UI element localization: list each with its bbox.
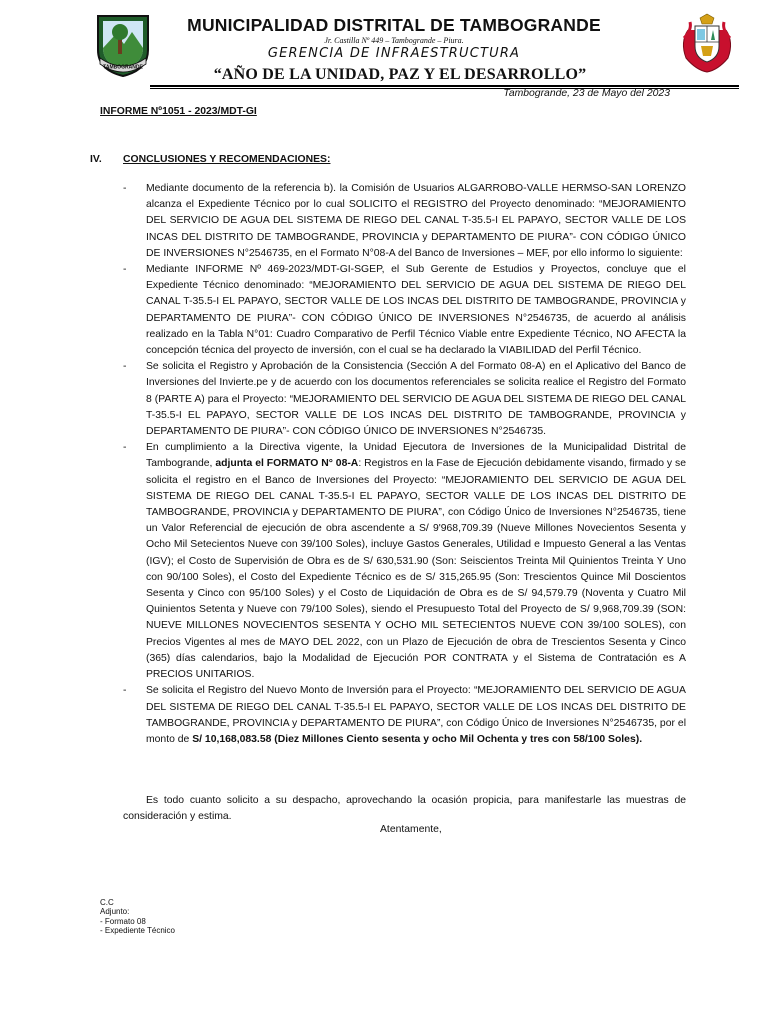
bullet-dash: - bbox=[123, 264, 127, 276]
bullet-dash: - bbox=[123, 685, 127, 697]
report-number: INFORME Nº1051 - 2023/MDT-GI bbox=[100, 106, 257, 117]
date-line: Tambogrande, 23 de Mayo del 2023 bbox=[503, 88, 670, 99]
national-coat-of-arms bbox=[678, 12, 736, 74]
municipal-shield-logo bbox=[94, 14, 152, 78]
item-text: Mediante INFORME Nº 469-2023/MDT-GI-SGEP, el Sub Gerente de Estudios y Proyectos, concluye que el Expediente Técnico denominado: “MEJORAMIENTO DEL SERVICIO DE AGUA DEL SISTEMA DE RIEGO DEL CANAL T-35.5-I EL PAPAYO, SECTOR VALLE DE LOS INCAS DEL DISTRITO DE TAMBOGRANDE, PROVINCIA y DEPARTAMENTO DE PIURA”- CON CÓDIGO ÚNICO DE INVERSIONES N°2546735, de acuerdo al análisis realizado en la Tabla N°01: Cuadro Comparativo de Perfil Técnico Viable entre Expediente Técnico, NO AFECTA la concepción técnica del proyecto de inversión, con el cual se ha declarado la VIABILIDAD del Perfil Técnico. bbox=[146, 264, 686, 357]
closing-paragraph: Es todo cuanto solicito a su despacho, aprovechando la ocasión propicia, para manifestarle las muestras de consideración y estima. bbox=[123, 795, 686, 823]
list-item bbox=[123, 181, 686, 262]
section-title: CONCLUSIONES Y RECOMENDACIONES: bbox=[123, 154, 331, 165]
logo-text: TAMBOGRANDE bbox=[103, 64, 143, 71]
sign-off: Atentamente, bbox=[380, 824, 442, 835]
bullet-dash: - bbox=[123, 442, 127, 454]
list-item bbox=[123, 683, 686, 748]
item-text-bold: adjunta el FORMATO N° 08-A bbox=[215, 458, 359, 470]
item-text-pre: Se solicita el Registro del Nuevo Monto de Inversión para el Proyecto: “MEJORAMIENTO DEL SERVICIO DE AGUA DEL SISTEMA DE RIEGO DEL CANAL T-35.5-I EL PAPAYO, SECTOR VALLE DE LOS INCAS DEL DISTRITO DE TAMBOGRANDE, PROVINCIA y DEPARTAMENTO DE PIURA”, con Código Único de Inversiones N°2546735, por el monto de bbox=[146, 685, 686, 745]
footer-block bbox=[100, 898, 175, 935]
bullet-dash: - bbox=[123, 183, 127, 194]
list-item bbox=[123, 440, 686, 683]
header-rule-thick bbox=[150, 85, 739, 87]
municipality-name: MUNICIPALIDAD DISTRITAL DE TAMBOGRANDE bbox=[187, 15, 601, 35]
item-text: Se solicita el Registro y Aprobación de la Consistencia (Sección A del Formato 08-A) en el Aplicativo del Banco de Inversiones del Invierte.pe y de acuerdo con los documentos referenciales se solicita realice el Registro del Formato 8 (PARTE A) para el Proyecto: “MEJORAMIENTO DEL SERVICIO DE AGUA DEL SISTEMA DE RIEGO DEL CANAL T-35.5-I EL PAPAYO, SECTOR VALLE DE LOS INCAS DEL DISTRITO DE TAMBOGRANDE, PROVINCIA y DEPARTAMENTO DE PIURA”- CON CÓDIGO ÚNICO DE INVERSIONES N°2546735. bbox=[146, 361, 686, 438]
department-name: GERENCIA DE INFRAESTRUCTURA bbox=[267, 46, 521, 61]
section-number: IV. bbox=[90, 154, 102, 165]
year-motto: “AÑO DE LA UNIDAD, PAZ Y EL DESARROLLO” bbox=[213, 66, 587, 83]
list-item bbox=[123, 359, 686, 440]
item-text-bold: S/ 10,168,083.58 (Diez Millones Ciento sesenta y ocho Mil Ochenta y tres con 58/100 Soles). bbox=[192, 733, 643, 745]
attached-label: Adjunto: bbox=[100, 907, 130, 917]
item-text-post: : Registros en la Fase de Ejecución debidamente visando, firmado y se solicita el registro en el Banco de Inversiones del Proyecto: “MEJORAMIENTO DEL SERVICIO DE AGUA DEL SISTEMA DE RIEGO DEL CANAL T-35.5-I EL PAPAYO, SECTOR VALLE DE LOS INCAS DEL DISTRITO DE TAMBOGRANDE, PROVINCIA y DEPARTAMENTO DE PIURA”, con Código Único de Inversiones N°2546735, tiene un Valor Referencial de ejecución de obra ascendente a S/ 9'968,709.39 (Nueve Millones Novecientos Sesenta y Ocho Mil Setecientos Nueve con 39/100 Soles), incluye Gastos Generales, Utilidad e Impuesto General a las Ventas (IGV); el Costo de Supervisión de Obra es de S/ 630,531.90 (Son: Seiscientos Treinta Mil Quinientos Treinta Y Uno con 90/100 Soles), el Costo del Expediente Técnico es de S/ 315,265.95 (Son: Trescientos Quince Mil Doscientos Sesenta y Cinco con 95/100 Soles) y el Costo de Liquidación de Obra es de S/ 94,579.79 (Noventa y Cuatro Mil Quinientos Setenta y Nueve con 79/100 Soles), siendo el Presupuesto Total del Proyecto de S/ 9,968,709.39 (SON: NUEVE MILLONES NOVECIENTOS SESENTA Y OCHO MIL SETECIENTOS NUEVE CON 39/100 SOLES), con Precios Vigentes al mes de MAYO DEL 2022, con un Plazo de Ejecución de obra de Trescientos Sesenta y Cinco (365) días calendarios, bajo la Modalidad de Ejecución POR CONTRATA y el Sistema de Contratación es A PRECIOS UNITARIOS. bbox=[146, 458, 687, 681]
list-item bbox=[123, 262, 686, 359]
attachment-item: - Expediente Técnico bbox=[100, 925, 176, 935]
conclusions-list bbox=[123, 181, 686, 748]
address-line: Jr. Castilla Nº 449 – Tambogrande – Piura. bbox=[324, 36, 464, 45]
attachment-item: - Formato 08 bbox=[100, 916, 146, 926]
bullet-dash: - bbox=[123, 361, 127, 373]
item-text: Mediante documento de la referencia b). la Comisión de Usuarios ALGARROBO-VALLE HERMSO-SAN LORENZO alcanza el Expediente Técnico por lo cual SOLICITO el REGISTRO del Proyecto denominado: “MEJORAMIENTO DEL SERVICIO DE AGUA DEL SISTEMA DE RIEGO DEL CANAL T-35.5-I EL PAPAYO, SECTOR VALLE DE LOS INCAS DEL DISTRITO DE TAMBOGRANDE, PROVINCIA y DEPARTAMENTO DE PIURA”- CON CÓDIGO ÚNICO DE INVERSIONES N°2546735, en el Formato N°08-A del Banco de Inversiones – MEF, por ello informo lo siguiente: bbox=[146, 183, 686, 259]
cc-label: C.C bbox=[100, 898, 114, 907]
item-text-pre: En cumplimiento a la Directiva vigente, la Unidad Ejecutora de Inversiones de la Municipalidad Distrital de Tambogrande, bbox=[146, 442, 686, 470]
